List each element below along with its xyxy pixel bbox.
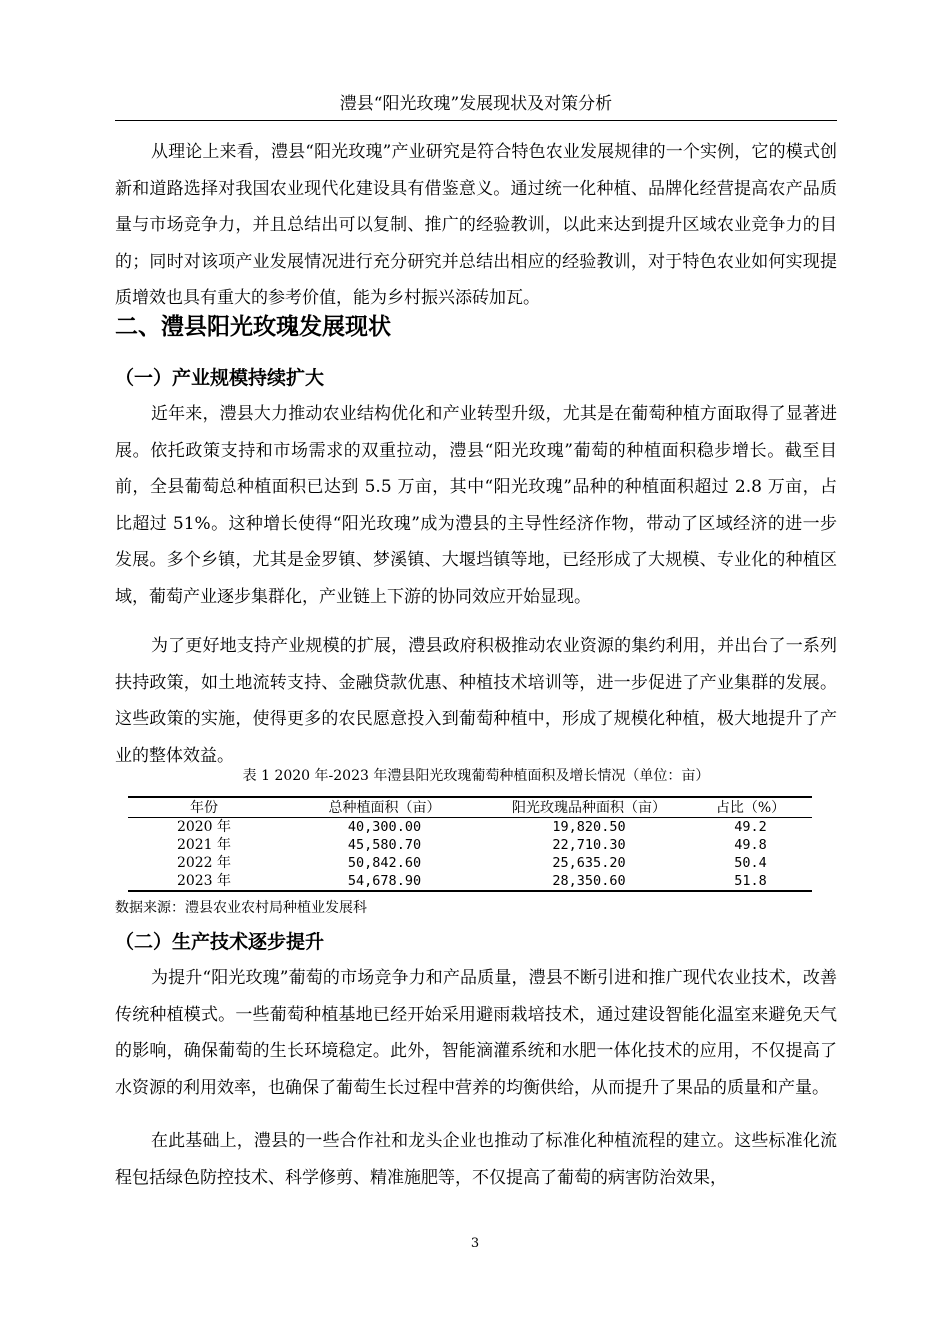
table-source-note: 数据来源：澧县农业农村局种植业发展科 — [115, 900, 367, 916]
section-heading-status: 二、澧县阳光玫瑰发展现状 — [115, 314, 391, 340]
cell-share: 50.4 — [734, 855, 767, 871]
cell-total-area: 50,842.60 — [347, 855, 422, 871]
table-caption: 表 1 2020 年-2023 年澧县阳光玫瑰葡萄种植面积及增长情况（单位：亩） — [242, 768, 710, 784]
cell-variety-area: 28,350.60 — [489, 872, 689, 891]
planting-area-table — [128, 796, 812, 892]
subsection-heading-scale: （一）产业规模持续扩大 — [115, 367, 325, 389]
col-header-total-area: 总种植面积（亩） — [280, 797, 489, 818]
col-header-year: 年份 — [128, 797, 280, 818]
paragraph-standardization: 在此基础上，澧县的一些合作社和龙头企业也推动了标准化种植流程的建立。这些标准化流程包括绿色防控技术、科学修剪、精准施肥等，不仅提高了葡萄的病害防治效果， — [115, 1131, 837, 1188]
cell-variety-area: 22,710.30 — [552, 837, 626, 853]
cell-share: 49.8 — [734, 837, 767, 853]
cell-share: 51.8 — [689, 872, 812, 891]
col-header-variety-area: 阳光玫瑰品种面积（亩） — [489, 797, 689, 818]
paragraph-policy-support: 为了更好地支持产业规模的扩展，澧县政府积极推动农业资源的集约利用，并出台了一系列扶持政策，如土地流转支持、金融贷款优惠、种植技术培训等，进一步促进了产业集群的发展。这些政策的实施，使得更多的农民愿意投入到葡萄种植中，形成了规模化种植，极大地提升了产业的整体效益。 — [115, 636, 837, 766]
cell-variety-area: 19,820.50 — [552, 819, 626, 835]
cell-variety-area: 25,635.20 — [552, 855, 626, 871]
cell-total-area: 45,580.70 — [347, 837, 422, 853]
col-header-share: 占比（%） — [689, 797, 812, 818]
table-row — [128, 872, 812, 891]
cell-total-area: 40,300.00 — [347, 819, 422, 835]
cell-year: 2022 年 — [176, 855, 232, 871]
paragraph-technology: 为提升“阳光玫瑰”葡萄的市场竞争力和产品质量，澧县不断引进和推广现代农业技术，改善传统种植模式。一些葡萄种植基地已经开始采用避雨栽培技术，通过建设智能化温室来避免天气的影响，确保葡萄的生长环境稳定。此外，智能滴灌系统和水肥一体化技术的应用，不仅提高了水资源的利用效率，也确保了葡萄生长过程中营养的均衡供给，从而提升了果品的质量和产量。 — [115, 968, 837, 1098]
table-header-row — [128, 797, 812, 818]
cell-year: 2023 年 — [128, 872, 280, 891]
paragraph-scale-growth: 近年来，澧县大力推动农业结构优化和产业转型升级，尤其是在葡萄种植方面取得了显著进展。依托政策支持和市场需求的双重拉动，澧县“阳光玫瑰”葡萄的种植面积稳步增长。截至目前，全县葡萄总种植面积已达到 5.5 万亩，其中“阳光玫瑰”品种的种植面积超过 2.8 万亩，占比超过 51%。这种增长使得“阳光玫瑰”成为澧县的主导性经济作物，带动了区域经济的进一步发展。多个乡镇，尤其是金罗镇、梦溪镇、大堰垱镇等地，已经形成了大规模、专业化的种植区域，葡萄产业逐步集群化，产业链上下游的协同效应开始显现。 — [115, 404, 837, 607]
table-row — [128, 836, 812, 854]
subsection-heading-technology: （二）生产技术逐步提升 — [115, 931, 325, 953]
running-header: 澧县“阳光玫瑰”发展现状及对策分析 — [115, 90, 837, 121]
table-row — [128, 854, 812, 872]
paragraph-theory: 从理论上来看，澧县“阳光玫瑰”产业研究是符合特色农业发展规律的一个实例，它的模式创新和道路选择对我国农业现代化建设具有借鉴意义。通过统一化种植、品牌化经营提高农产品质量与市场竞争力，并且总结出可以复制、推广的经验教训，以此来达到提升区域农业竞争力的目的；同时对该项产业发展情况进行充分研究并总结出相应的经验教训，对于特色农业如何实现提质增效也具有重大的参考价值，能为乡村振兴添砖加瓦。 — [115, 142, 837, 309]
cell-total-area: 54,678.90 — [280, 872, 489, 891]
cell-year: 2021 年 — [176, 837, 232, 853]
cell-year: 2020 年 — [176, 819, 232, 835]
cell-share: 49.2 — [734, 819, 767, 835]
page-number: 3 — [470, 1236, 480, 1251]
table-row — [128, 818, 812, 837]
